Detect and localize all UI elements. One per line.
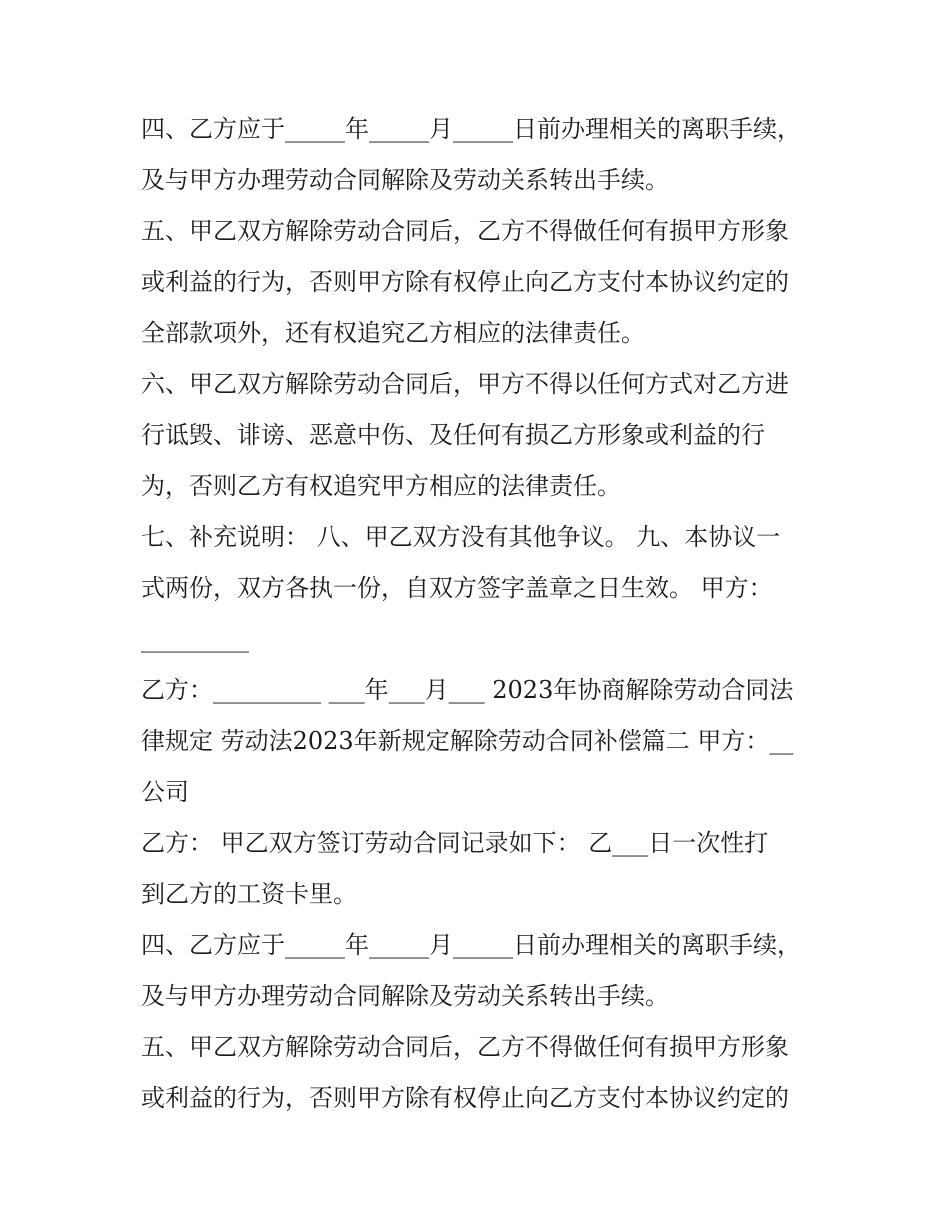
- text-line: 为，否则乙方有权追究甲方相应的法律责任。: [141, 472, 621, 500]
- text-line: 及与甲方办理劳动合同解除及劳动关系转出手续。: [141, 982, 669, 1010]
- text-line: 乙方： 甲乙双方签订劳动合同记录如下： 乙___日一次性打: [141, 829, 769, 857]
- text-line: 或利益的行为，否则甲方除有权停止向乙方支付本协议约定的: [141, 1084, 789, 1112]
- text-line: 四、乙方应于_____年_____月_____日前办理相关的离职手续，: [141, 115, 801, 143]
- text-line: 及与甲方办理劳动合同解除及劳动关系转出手续。: [141, 166, 669, 194]
- document-body: [141, 104, 813, 1124]
- text-line: 五、甲乙双方解除劳动合同后，乙方不得做任何有损甲方形象: [141, 217, 789, 245]
- text-line: 或利益的行为，否则甲方除有权停止向乙方支付本协议约定的: [141, 268, 789, 296]
- text-line: 公司: [141, 778, 189, 806]
- text-line: 四、乙方应于_____年_____月_____日前办理相关的离职手续，: [141, 931, 801, 959]
- text-line: _________: [141, 625, 249, 653]
- text-line: 行诋毁、诽谤、恶意中伤、及任何有损乙方形象或利益的行: [141, 421, 765, 449]
- text-line: 六、甲乙双方解除劳动合同后，甲方不得以任何方式对乙方进: [141, 370, 789, 398]
- text-line: 律规定 劳动法2023年新规定解除劳动合同补偿篇二 甲方：__: [141, 727, 794, 755]
- text-line: 乙方：_________ ___年___月___ 2023年协商解除劳动合同法: [141, 676, 794, 704]
- text-line: 全部款项外，还有权追究乙方相应的法律责任。: [141, 319, 645, 347]
- text-line: 七、补充说明： 八、甲乙双方没有其他争议。 九、本协议一: [141, 523, 781, 551]
- text-line: 到乙方的工资卡里。: [141, 880, 357, 908]
- text-line: 五、甲乙双方解除劳动合同后，乙方不得做任何有损甲方形象: [141, 1033, 789, 1061]
- text-line: 式两份，双方各执一份，自双方签字盖章之日生效。 甲方：: [141, 574, 773, 602]
